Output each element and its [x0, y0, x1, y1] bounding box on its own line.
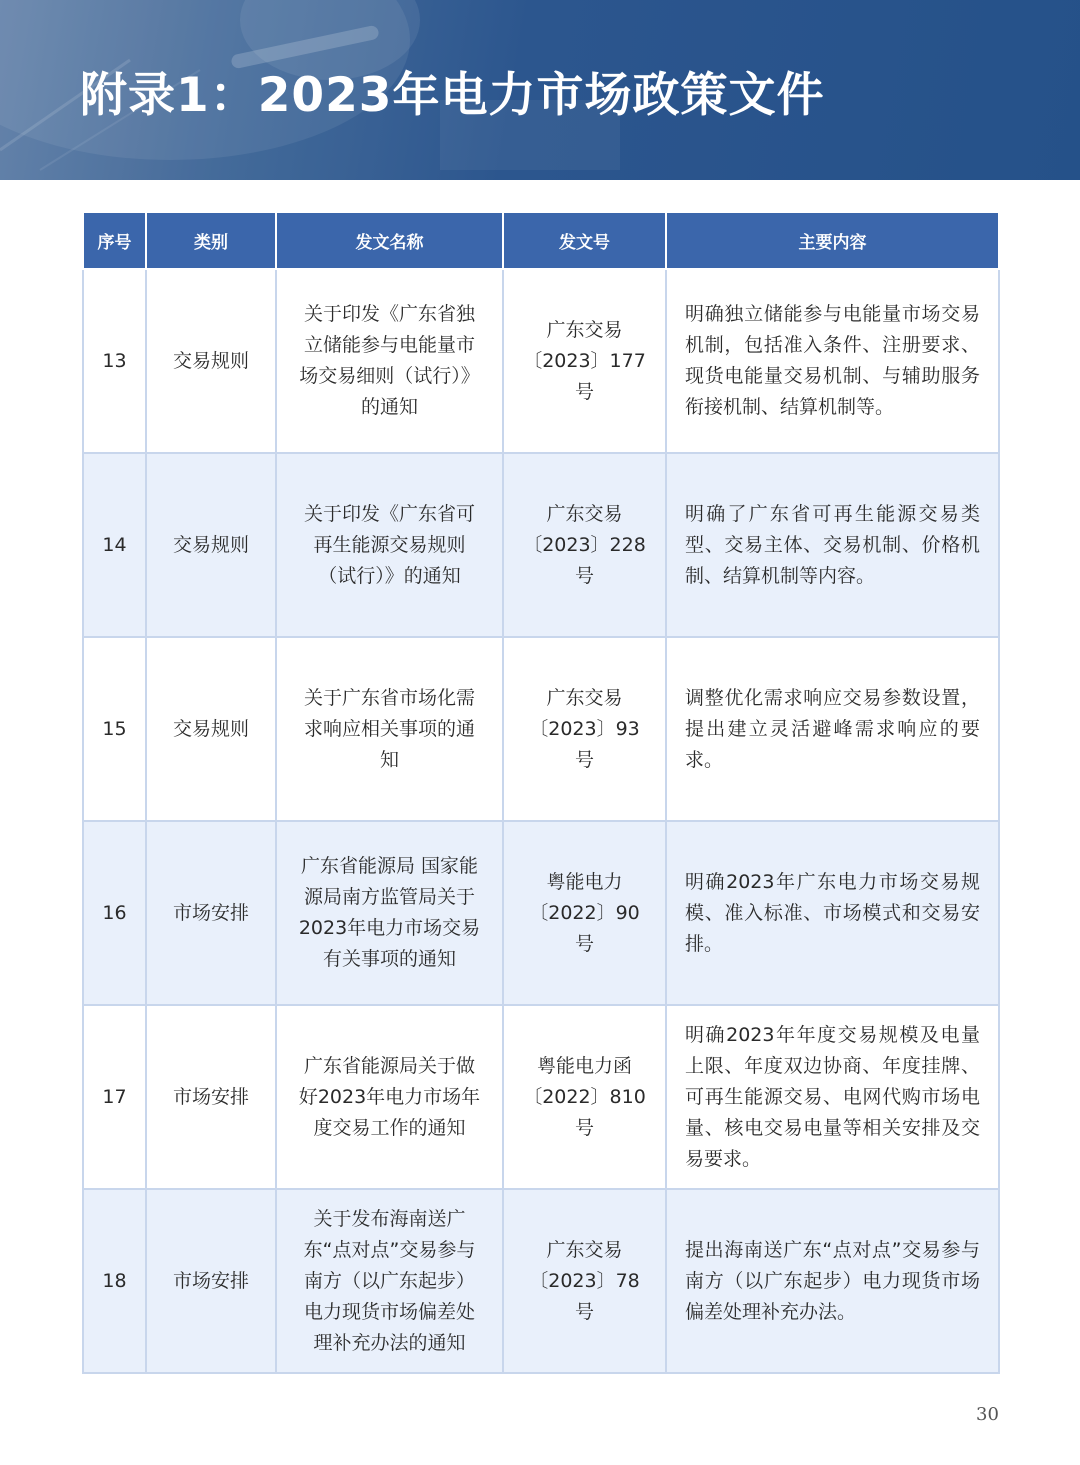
cell-category: 交易规则 — [146, 453, 276, 637]
cell-content: 明确独立储能参与电能量市场交易机制，包括准入条件、注册要求、现货电能量交易机制、与辅助服务衔接机制、结算机制等。 — [666, 269, 999, 453]
cell-category: 市场安排 — [146, 1005, 276, 1189]
column-header-content: 主要内容 — [666, 212, 999, 269]
cell-doc-no: 粤能电力函〔2022〕810号 — [503, 1005, 666, 1189]
column-header-title: 发文名称 — [276, 212, 503, 269]
cell-title: 关于印发《广东省可再生能源交易规则（试行）》的通知 — [276, 453, 503, 637]
cell-doc-no: 粤能电力〔2022〕90号 — [503, 821, 666, 1005]
cell-category: 交易规则 — [146, 269, 276, 453]
cell-seq: 16 — [83, 821, 146, 1005]
table-row — [83, 637, 999, 821]
cell-title: 关于印发《广东省独立储能参与电能量市场交易细则（试行）》的通知 — [276, 269, 503, 453]
cell-category: 市场安排 — [146, 821, 276, 1005]
column-header-seq: 序号 — [83, 212, 146, 269]
cell-seq: 13 — [83, 269, 146, 453]
cell-content: 明确2023年广东电力市场交易规模、准入标准、市场模式和交易安排。 — [666, 821, 999, 1005]
cell-doc-no: 广东交易〔2023〕93号 — [503, 637, 666, 821]
page-number: 30 — [976, 1404, 999, 1425]
cell-content: 明确2023年年度交易规模及电量上限、年度双边协商、年度挂牌、可再生能源交易、电网代购市场电量、核电交易电量等相关安排及交易要求。 — [666, 1005, 999, 1189]
cell-content: 提出海南送广东“点对点”交易参与南方（以广东起步）电力现货市场偏差处理补充办法。 — [666, 1189, 999, 1373]
cell-seq: 15 — [83, 637, 146, 821]
cell-seq: 17 — [83, 1005, 146, 1189]
cell-seq: 14 — [83, 453, 146, 637]
cell-doc-no: 广东交易〔2023〕177 号 — [503, 269, 666, 453]
cell-title: 广东省能源局 国家能源局南方监管局关于2023年电力市场交易有关事项的通知 — [276, 821, 503, 1005]
cell-title: 关于广东省市场化需求响应相关事项的通知 — [276, 637, 503, 821]
table-row — [83, 821, 999, 1005]
cell-doc-no: 广东交易〔2023〕78号 — [503, 1189, 666, 1373]
table-row — [83, 269, 999, 453]
table-row — [83, 453, 999, 637]
cell-category: 市场安排 — [146, 1189, 276, 1373]
cell-title: 关于发布海南送广东“点对点”交易参与南方（以广东起步）电力现货市场偏差处理补充办法的通知 — [276, 1189, 503, 1373]
table-header-row — [83, 212, 999, 269]
cell-category: 交易规则 — [146, 637, 276, 821]
cell-title: 广东省能源局关于做好2023年电力市场年度交易工作的通知 — [276, 1005, 503, 1189]
page-title: 附录1：2023年电力市场政策文件 — [80, 68, 825, 123]
cell-seq: 18 — [83, 1189, 146, 1373]
column-header-doc-no: 发文号 — [503, 212, 666, 269]
header-banner — [0, 0, 1080, 180]
cell-content: 明确了广东省可再生能源交易类型、交易主体、交易机制、价格机制、结算机制等内容。 — [666, 453, 999, 637]
table-row — [83, 1005, 999, 1189]
cell-content: 调整优化需求响应交易参数设置，提出建立灵活避峰需求响应的要求。 — [666, 637, 999, 821]
policy-table — [82, 211, 1000, 1374]
column-header-category: 类别 — [146, 212, 276, 269]
table-row — [83, 1189, 999, 1373]
cell-doc-no: 广东交易〔2023〕228 号 — [503, 453, 666, 637]
